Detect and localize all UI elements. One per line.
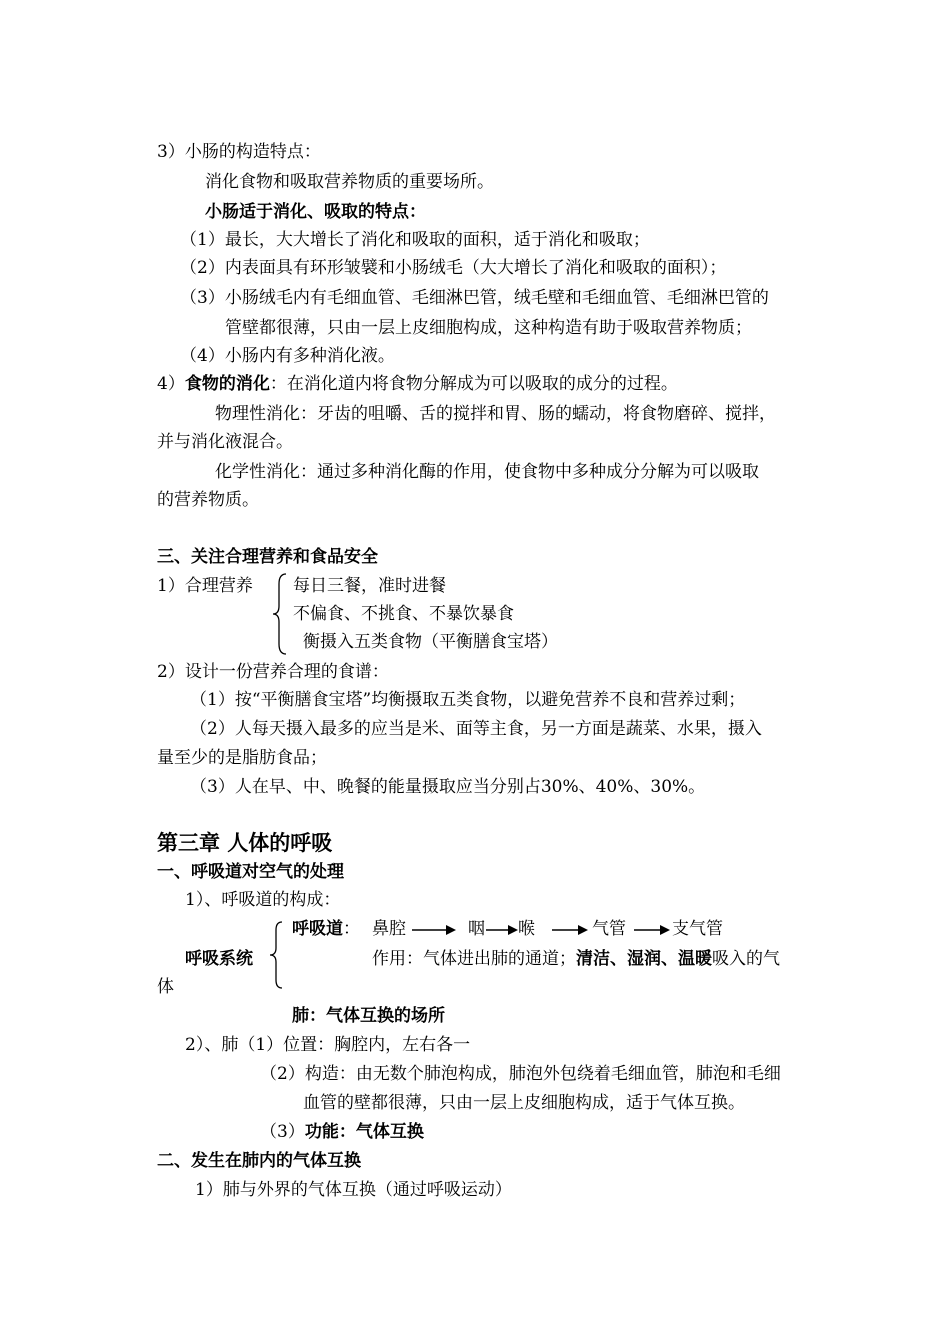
list-item: （2）内表面具有环形皱襞和小肠绒毛（大大增长了消化和吸取的面积）； [180, 258, 727, 278]
list-item-continuation: 量至少的是脂肪食品； [157, 748, 327, 768]
list-item: （2）构造：由无数个肺泡构成，肺泡外包绕着毛细血管，肺泡和毛细 [260, 1064, 781, 1084]
organ-pharynx: 咽 [468, 919, 485, 939]
arrow-right-icon [550, 922, 590, 938]
section-heading: 二、发生在肺内的气体互换 [157, 1151, 361, 1171]
organ-larynx: 喉 [518, 919, 535, 939]
text-line: 2）设计一份营养合理的食谱： [157, 662, 389, 682]
system-label: 呼吸系统 [185, 949, 253, 969]
text-line: 消化食物和吸取营养物质的重要场所。 [205, 172, 494, 192]
list-item: （3）小肠绒毛内有毛细血管、毛细淋巴管，绒毛壁和毛细血管、毛细淋巴管的 [180, 288, 769, 308]
organ-trachea: 气管 [592, 919, 626, 939]
organ-bronchi: 支气管 [672, 919, 723, 939]
arrow-right-icon [410, 922, 458, 938]
text-line [292, 919, 360, 939]
definition: ：在消化道内将食物分解成为可以吸取的成分的过程。 [269, 374, 678, 394]
list-item: （4）小肠内有多种消化液。 [180, 346, 395, 366]
item-number: （3） [260, 1122, 305, 1142]
list-item: 每日三餐，准时进餐 [293, 576, 446, 596]
text-line: 1）肺与外界的气体互换（通过呼吸运动） [195, 1180, 512, 1200]
list-item: （1）最长，大大增长了消化和吸取的面积，适于消化和吸取； [180, 230, 650, 250]
text-line: 3）小肠的构造特点： [157, 142, 321, 162]
section-heading: 一、呼吸道对空气的处理 [157, 862, 344, 882]
function-text: 吸入的气 [712, 949, 780, 969]
function-bold: 清洁、湿润、温暖 [576, 949, 712, 969]
arrow-right-icon [486, 922, 520, 938]
organ-nasal: 鼻腔 [372, 919, 406, 939]
list-item: 衡摄入五类食物（平衡膳食宝塔） [303, 632, 558, 652]
paragraph-line: 的营养物质。 [157, 490, 259, 510]
bold-term: 食物的消化 [184, 374, 270, 394]
text-line [157, 374, 678, 394]
tract-label: 呼吸道 [292, 919, 343, 939]
list-item: （2）人每天摄入最多的应当是米、面等主食，另一方面是蔬菜、水果，摄入 [190, 719, 762, 739]
bold-term: 功能：气体互换 [304, 1122, 424, 1142]
text-line: 2）、肺（1）位置：胸腔内，左右各一 [185, 1035, 471, 1055]
list-item: 不偏食、不挑食、不暴饮暴食 [293, 604, 514, 624]
text-line: 1）合理营养 [157, 576, 253, 596]
chapter-title: 第三章 人体的呼吸 [157, 831, 333, 855]
function-text: 作用：气体进出肺的通道； [372, 949, 576, 969]
lung-label: 肺：气体互换的场所 [292, 1006, 445, 1026]
arrow-right-icon [632, 922, 672, 938]
function-line [372, 949, 780, 969]
brace-icon [266, 920, 286, 990]
function-continuation: 体 [157, 977, 174, 997]
paragraph-line: 物理性消化：牙齿的咀嚼、舌的搅拌和胃、肠的蠕动，将食物磨碎、搅拌， [215, 404, 776, 424]
paragraph-line: 化学性消化：通过多种消化酶的作用，使食物中多种成分分解为可以吸取 [215, 462, 759, 482]
paragraph-line: 并与消化液混合。 [157, 432, 293, 452]
section-heading: 三、关注合理营养和食品安全 [157, 547, 378, 567]
item-number: 4） [157, 374, 185, 394]
list-item-continuation: 管壁都很薄，只由一层上皮细胞构成，这种构造有助于吸取营养物质； [225, 318, 752, 338]
list-item: （1）按“平衡膳食宝塔”均衡摄取五类食物，以避免营养不良和营养过剩； [190, 690, 746, 710]
brace-icon [270, 572, 290, 656]
text-line: 1）、呼吸道的构成： [185, 890, 341, 910]
colon: ： [343, 919, 360, 939]
subheading: 小肠适于消化、吸取的特点： [205, 202, 426, 222]
list-item [260, 1122, 424, 1142]
list-item: （3）人在早、中、晚餐的能量摄取应当分别占30%、40%、30%。 [190, 777, 706, 797]
list-item-continuation: 血管的壁都很薄，只由一层上皮细胞构成，适于气体互换。 [303, 1093, 745, 1113]
